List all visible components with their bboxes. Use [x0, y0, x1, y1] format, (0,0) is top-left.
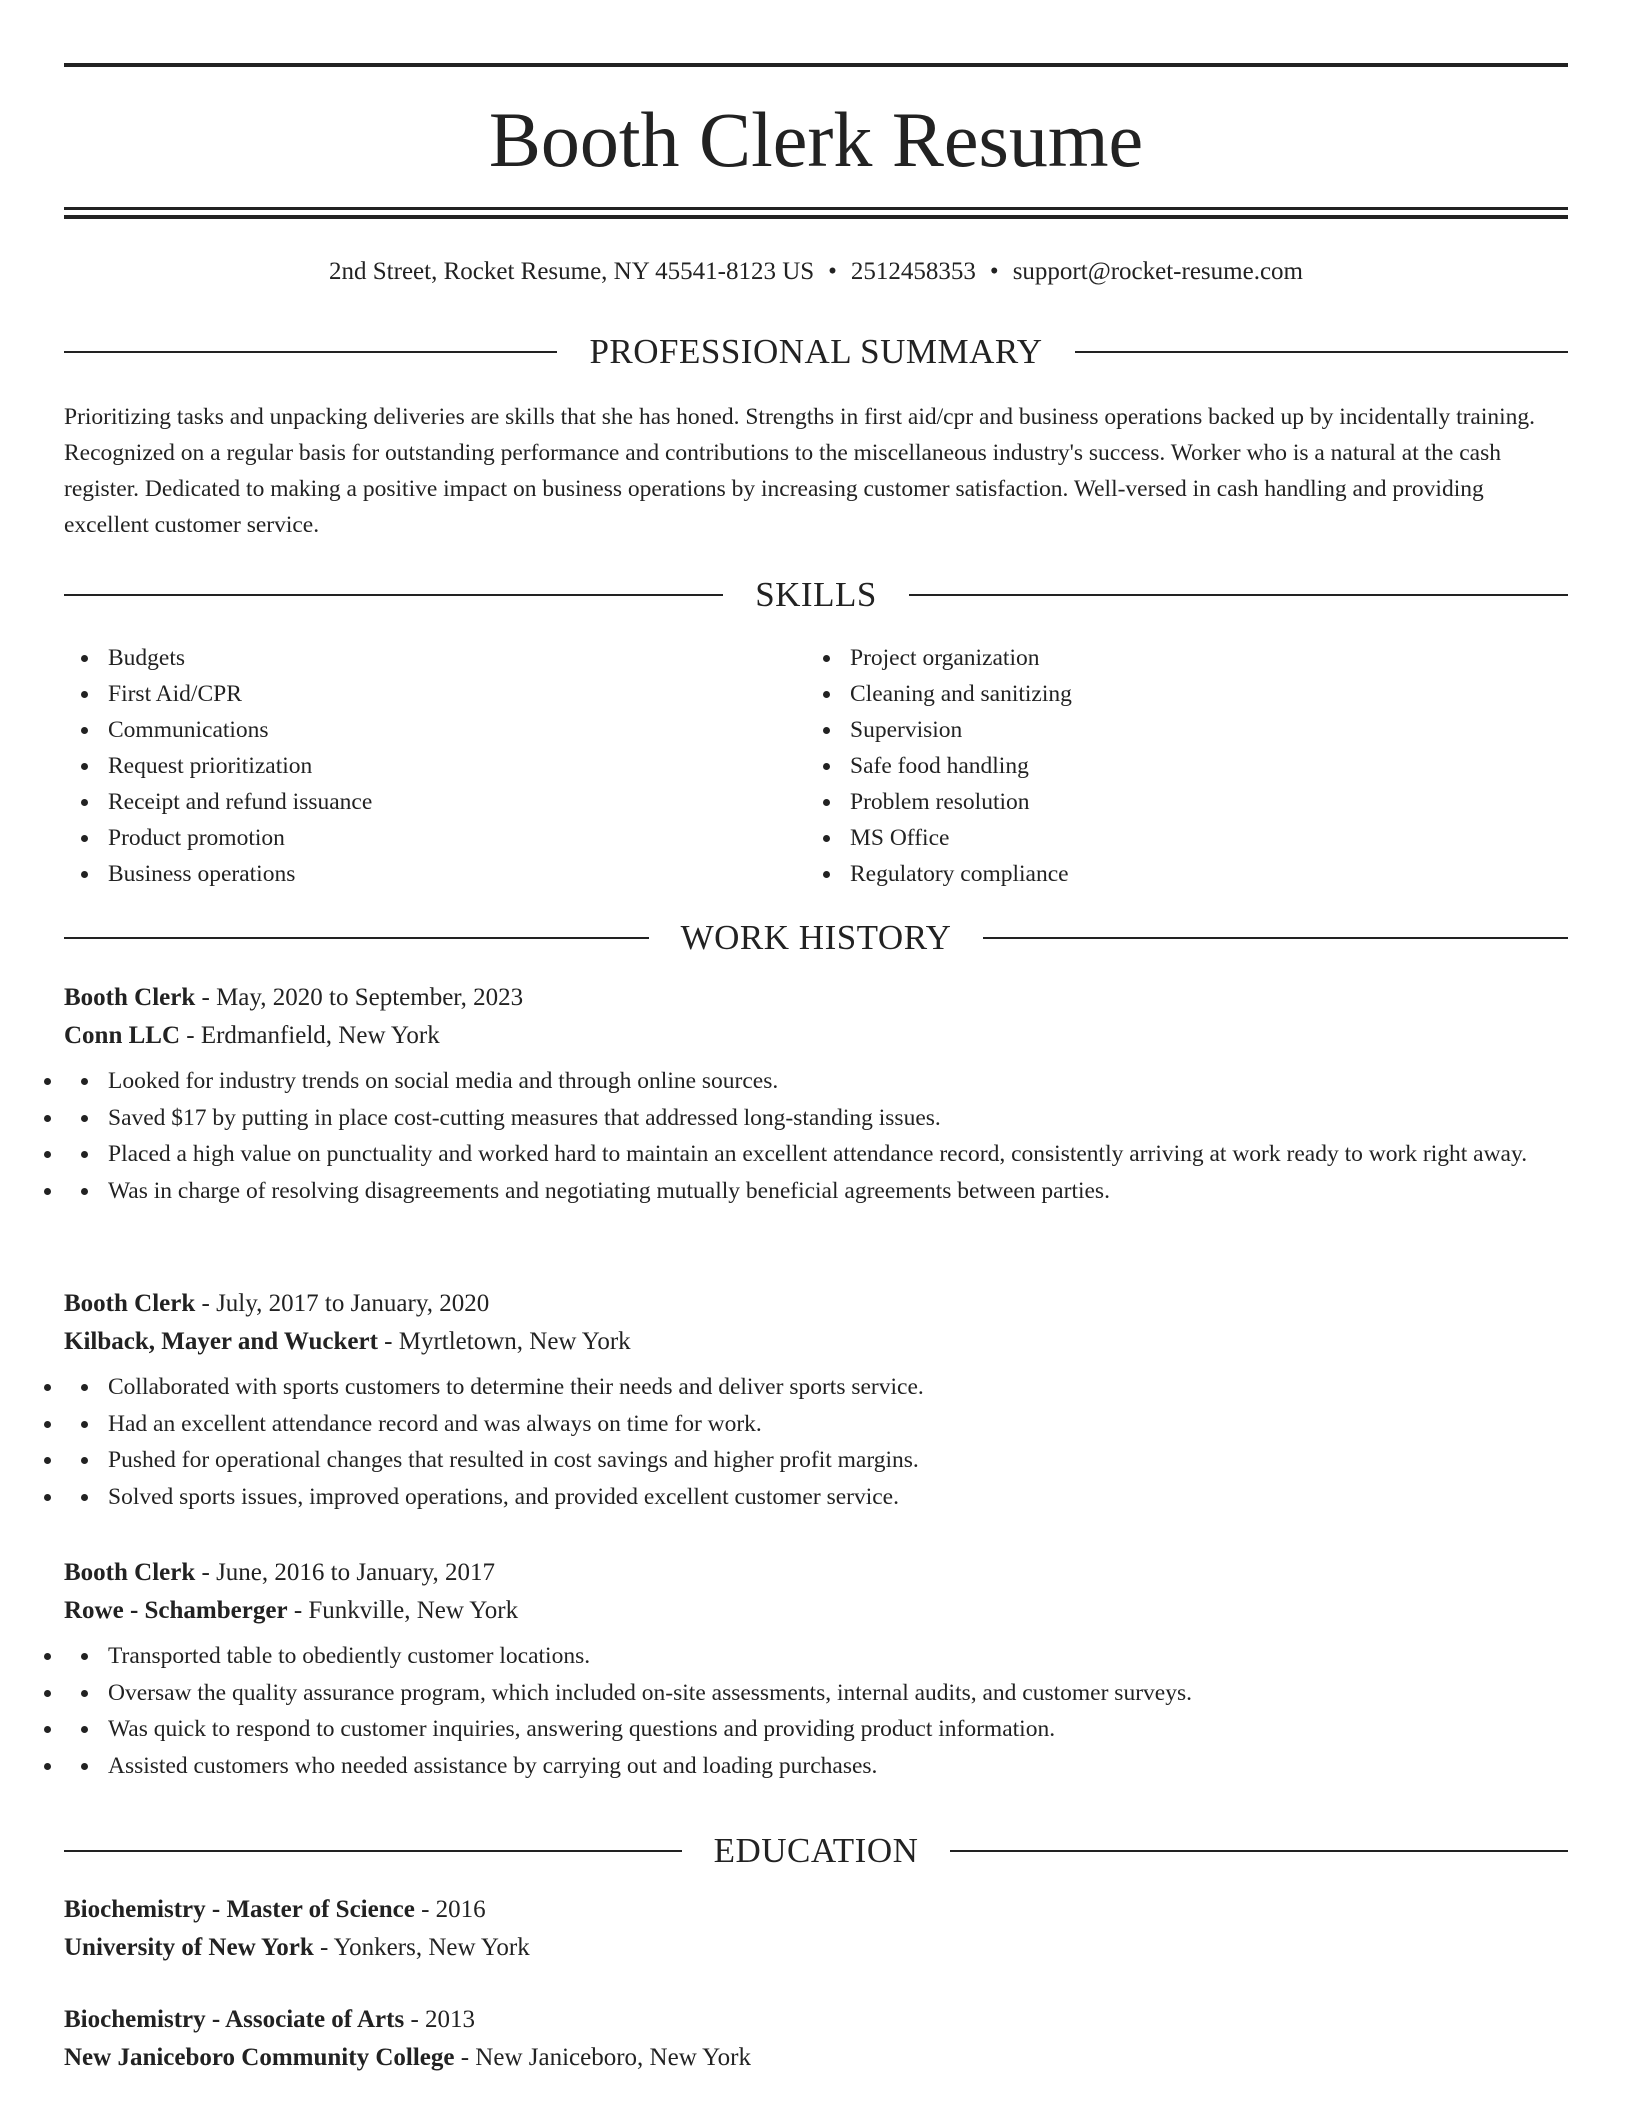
heading-rule [983, 937, 1568, 939]
list-item: • Saved $17 by putting in place cost-cutting measures that addressed long-standing issues. [64, 1100, 1568, 1137]
section-title: SKILLS [755, 575, 877, 614]
heading-rule [64, 351, 557, 353]
contact-line [64, 255, 1568, 289]
skills-column-left [64, 640, 806, 892]
education-school: University of New York [64, 1934, 314, 1961]
list-item: Product promotion [64, 820, 806, 856]
list-item: Safe food handling [806, 748, 1548, 784]
list-item: Supervision [806, 712, 1548, 748]
list-item: • Placed a high value on punctuality and worked hard to maintain an excellent attendance record, consistently arriving at work ready to work right away. [64, 1136, 1568, 1173]
list-item: • Collaborated with sports customers to determine their needs and deliver sports service. [64, 1369, 1568, 1406]
education-school: New Janiceboro Community College [64, 2044, 455, 2071]
summary-text: Prioritizing tasks and unpacking deliveries are skills that she has honed. Strengths in first aid/cpr and business operations backed up by incidentally training. Recognized on a regular basis for outstanding performance and contributions to the miscellaneous industry's success. Worker who is a natural at the cash register. Dedicated to making a positive impact on business operations by increasing customer satisfaction. Well-versed in cash handling and providing excellent customer service. [64, 404, 1536, 538]
job-dates: - May, 2020 to September, 2023 [195, 984, 524, 1011]
education-location: - New Janiceboro, New York [454, 2044, 751, 2071]
list-item: Business operations [64, 856, 806, 892]
list-item: MS Office [806, 820, 1548, 856]
top-rule [64, 63, 1568, 67]
job-location: - Funkville, New York [287, 1597, 519, 1624]
education-school-line [64, 2039, 1568, 2077]
heading-rule [64, 1850, 682, 1852]
list-item: Problem resolution [806, 784, 1548, 820]
list-item: • Solved sports issues, improved operations, and provided excellent customer service. [64, 1479, 1568, 1516]
list-item: Communications [64, 712, 806, 748]
list-item: • Oversaw the quality assurance program, which included on-site assessments, internal audits, and customer surveys. [64, 1675, 1568, 1712]
list-item: • Transported table to obediently customer locations. [64, 1638, 1568, 1675]
job-bullets [64, 1638, 1568, 1784]
list-item: Cleaning and sanitizing [806, 676, 1548, 712]
job-title: Booth Clerk [64, 984, 196, 1011]
list-item: • Was quick to respond to customer inquiries, answering questions and providing product information. [64, 1711, 1568, 1748]
list-item: Regulatory compliance [806, 856, 1548, 892]
job-title: Booth Clerk [64, 1290, 196, 1317]
job-entry [64, 1285, 1568, 1515]
contact-separator: • [989, 258, 999, 285]
list-item: • Looked for industry trends on social media and through online sources. [64, 1063, 1568, 1100]
education-year: - 2013 [404, 2006, 476, 2033]
education-degree: Biochemistry - Associate of Arts [64, 2006, 405, 2033]
contact-address: 2nd Street, Rocket Resume, NY 45541-8123 US [329, 258, 815, 285]
skills-column-right [806, 640, 1548, 892]
job-entry [64, 979, 1568, 1209]
job-company: Kilback, Mayer and Wuckert [64, 1328, 378, 1355]
job-bullets [64, 1063, 1568, 1209]
education-degree-line [64, 1891, 1568, 1929]
section-heading-education [64, 1829, 1568, 1873]
job-dates: - June, 2016 to January, 2017 [195, 1559, 495, 1586]
education-year: - 2016 [414, 1896, 486, 1923]
education-degree-line [64, 2001, 1568, 2039]
education-entry [64, 2001, 1568, 2077]
list-item: Request prioritization [64, 748, 806, 784]
heading-rule [950, 1850, 1568, 1852]
job-title-line [64, 1285, 1568, 1323]
job-dates: - July, 2017 to January, 2020 [195, 1290, 490, 1317]
job-company-line [64, 1592, 1568, 1630]
section-heading-summary [64, 330, 1568, 374]
skills-list [64, 640, 1568, 892]
job-entry [64, 1554, 1568, 1784]
list-item: Receipt and refund issuance [64, 784, 806, 820]
list-item: Project organization [806, 640, 1548, 676]
job-company-line [64, 1323, 1568, 1361]
education-location: - Yonkers, New York [313, 1934, 530, 1961]
job-bullets [64, 1369, 1568, 1515]
contact-separator: • [828, 258, 837, 285]
heading-rule [1075, 351, 1568, 353]
page-title: Booth Clerk Resume [488, 96, 1144, 183]
job-location: - Erdmanfield, New York [180, 1022, 440, 1049]
section-title: PROFESSIONAL SUMMARY [589, 332, 1043, 371]
list-item: • Assisted customers who needed assistance by carrying out and loading purchases. [64, 1748, 1568, 1785]
section-heading-work [64, 916, 1568, 960]
job-location: - Myrtletown, New York [377, 1328, 631, 1355]
job-title-line [64, 979, 1568, 1017]
job-title: Booth Clerk [64, 1559, 196, 1586]
section-heading-skills [64, 573, 1568, 617]
job-title-line [64, 1554, 1568, 1592]
section-title: WORK HISTORY [680, 918, 952, 957]
list-item: • Was in charge of resolving disagreements and negotiating mutually beneficial agreements between parties. [64, 1173, 1568, 1210]
education-degree: Biochemistry - Master of Science [64, 1896, 415, 1923]
job-company: Conn LLC [64, 1022, 181, 1049]
job-company: Rowe - Schamberger [64, 1597, 288, 1624]
list-item: • Pushed for operational changes that resulted in cost savings and higher profit margins. [64, 1442, 1568, 1479]
list-item: Budgets [64, 640, 806, 676]
list-item: • Had an excellent attendance record and was always on time for work. [64, 1406, 1568, 1443]
heading-rule [909, 594, 1568, 596]
title-double-rule [64, 207, 1568, 219]
heading-rule [64, 594, 723, 596]
education-entry [64, 1891, 1568, 1967]
list-item: First Aid/CPR [64, 676, 806, 712]
contact-phone: 2512458353 [850, 258, 976, 285]
contact-email: support@rocket-resume.com [1012, 258, 1303, 285]
education-school-line [64, 1929, 1568, 1967]
job-company-line [64, 1017, 1568, 1055]
heading-rule [64, 937, 649, 939]
section-title: EDUCATION [713, 1831, 919, 1870]
